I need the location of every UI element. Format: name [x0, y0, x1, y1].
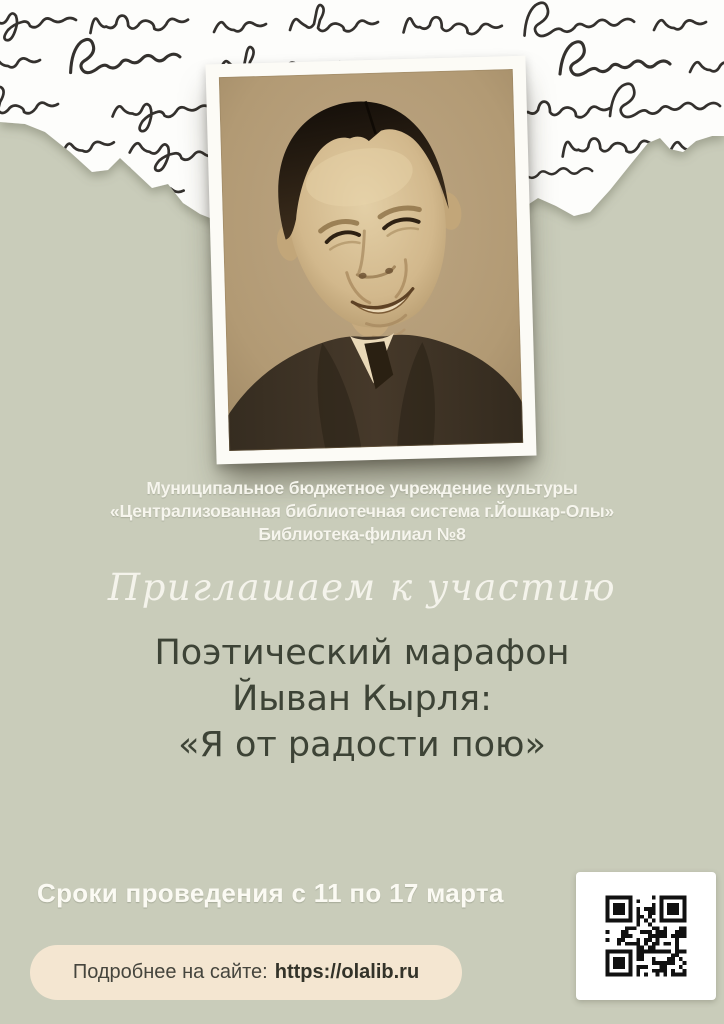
event-title-line-1: Поэтический марафон: [154, 633, 570, 673]
invitation-script-text: Приглашаем к участию: [107, 566, 617, 609]
event-title-line-3: «Я от радости пою»: [178, 725, 546, 765]
website-prefix: Подробнее на сайте:: [72, 961, 268, 983]
event-title: [0, 630, 724, 768]
organization-line-2: «Централизованная библиотечная система г.Йошкар-Олы»: [109, 501, 615, 521]
qr-code-icon: [590, 880, 702, 992]
dates-text: Сроки проведения с 11 по 17 марта: [37, 878, 504, 908]
website-url-link[interactable]: https://olalib.ru: [274, 961, 420, 983]
organization-line-3: Библиотека-филиал №8: [258, 524, 466, 544]
website-pill: [30, 945, 462, 1000]
qr-card: [576, 872, 716, 1000]
portrait-photo: [219, 69, 523, 451]
organization-block: [0, 477, 724, 546]
event-title-line-2: Йыван Кырля:: [232, 679, 492, 719]
organization-line-1: Муниципальное бюджетное учреждение культуры: [146, 478, 578, 498]
portrait-photo-frame: [205, 56, 536, 465]
